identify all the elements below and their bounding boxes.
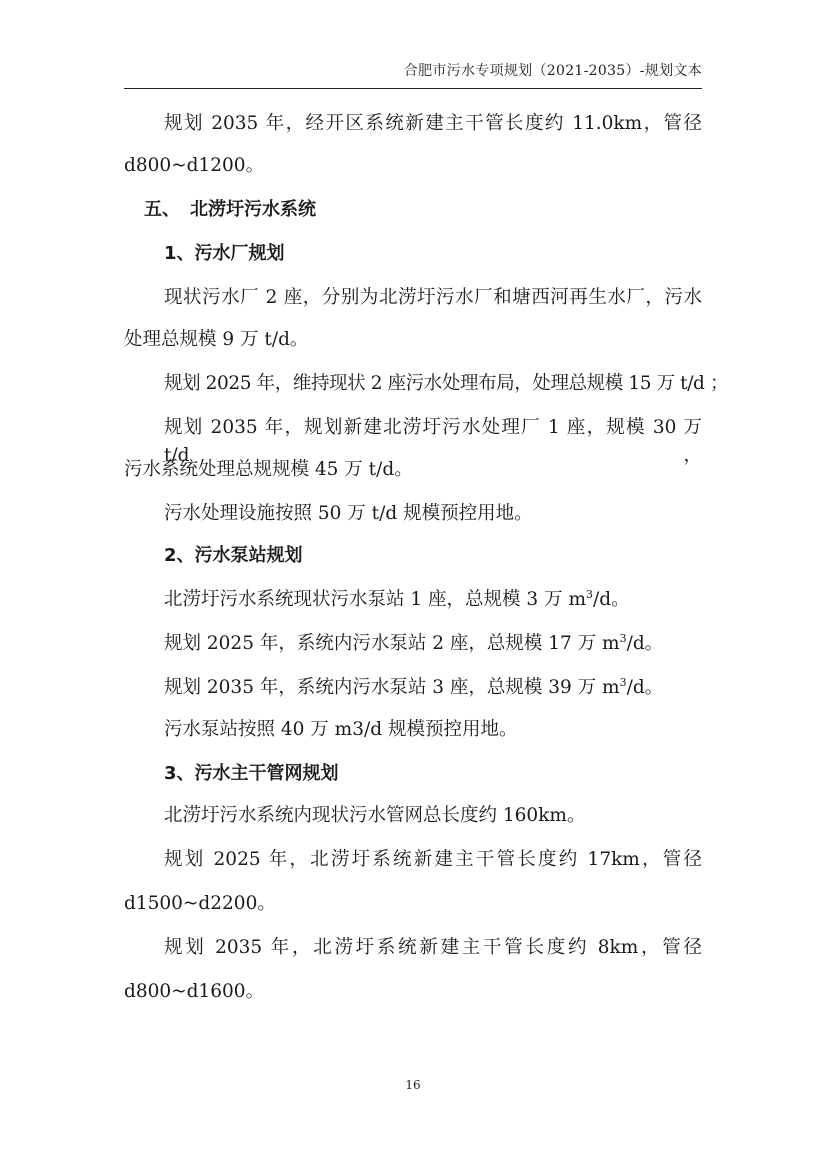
text-run: 北涝圩污水系统现状污水泵站 1 座，总规模 3 万 m <box>164 589 586 610</box>
page-header: 合肥市污水专项规划（2021-2035）-规划文本 <box>403 63 702 79</box>
paragraph-line <box>124 674 702 702</box>
paragraph-line: d1500~d2200。 <box>124 893 276 914</box>
paragraph-line: 规划 2025 年，北涝圩系统新建主干管长度约 17km，管径 <box>164 849 702 870</box>
text-run: 规划 2025 年，系统内污水泵站 2 座，总规模 17 万 m <box>164 633 620 654</box>
superscript: 3 <box>586 587 593 601</box>
paragraph-line: d800~d1600。 <box>124 981 265 1002</box>
header-divider <box>124 88 702 89</box>
paragraph-line: 处理总规模 9 万 t/d。 <box>124 329 309 350</box>
paragraph-line: 规划 2025 年，维持现状 2 座污水处理布局，处理总规模 15 万 t/d ； <box>164 373 729 394</box>
paragraph-line: d800~d1200。 <box>124 155 265 176</box>
section-heading <box>124 196 702 224</box>
text-run: 规划 2035 年，系统内污水泵站 3 座，总规模 39 万 m <box>164 677 620 698</box>
paragraph-line: 规划 2035 年，北涝圩系统新建主干管长度约 8km，管径 <box>164 937 702 958</box>
page-number: 16 <box>405 1078 421 1092</box>
paragraph-line <box>124 630 702 658</box>
superscript: 3 <box>619 675 627 689</box>
subsection-heading: 2、污水泵站规划 <box>164 545 303 566</box>
section-number: 五、 <box>144 199 180 220</box>
paragraph-line: 污水泵站按照 40 万 m3/d 规模预控用地。 <box>164 719 518 740</box>
subsection-heading: 1、污水厂规划 <box>164 243 285 264</box>
section-title: 北涝圩污水系统 <box>190 199 316 220</box>
paragraph-line: 现状污水厂 2 座，分别为北涝圩污水厂和塘西河再生水厂，污水 <box>164 287 702 308</box>
paragraph-line: 污水系统处理总规规模 45 万 t/d。 <box>124 459 413 480</box>
paragraph-line <box>124 586 702 614</box>
paragraph-line: 规划 2035 年，经开区系统新建主干管长度约 11.0km，管径 <box>164 113 702 134</box>
paragraph-line: 污水处理设施按照 50 万 t/d 规模预控用地。 <box>164 503 533 524</box>
paragraph-line: 北涝圩污水系统内现状污水管网总长度约 160km。 <box>164 805 586 826</box>
text-run: /d。 <box>626 677 664 698</box>
superscript: 3 <box>619 631 627 645</box>
text-run: /d。 <box>626 633 664 654</box>
paragraph-line: 规划 2035 年，规划新建北涝圩污水处理厂 1 座，规模 30 万 t/d， <box>164 417 702 466</box>
text-run: /d。 <box>593 589 630 610</box>
subsection-heading: 3、污水主干管网规划 <box>164 763 339 784</box>
